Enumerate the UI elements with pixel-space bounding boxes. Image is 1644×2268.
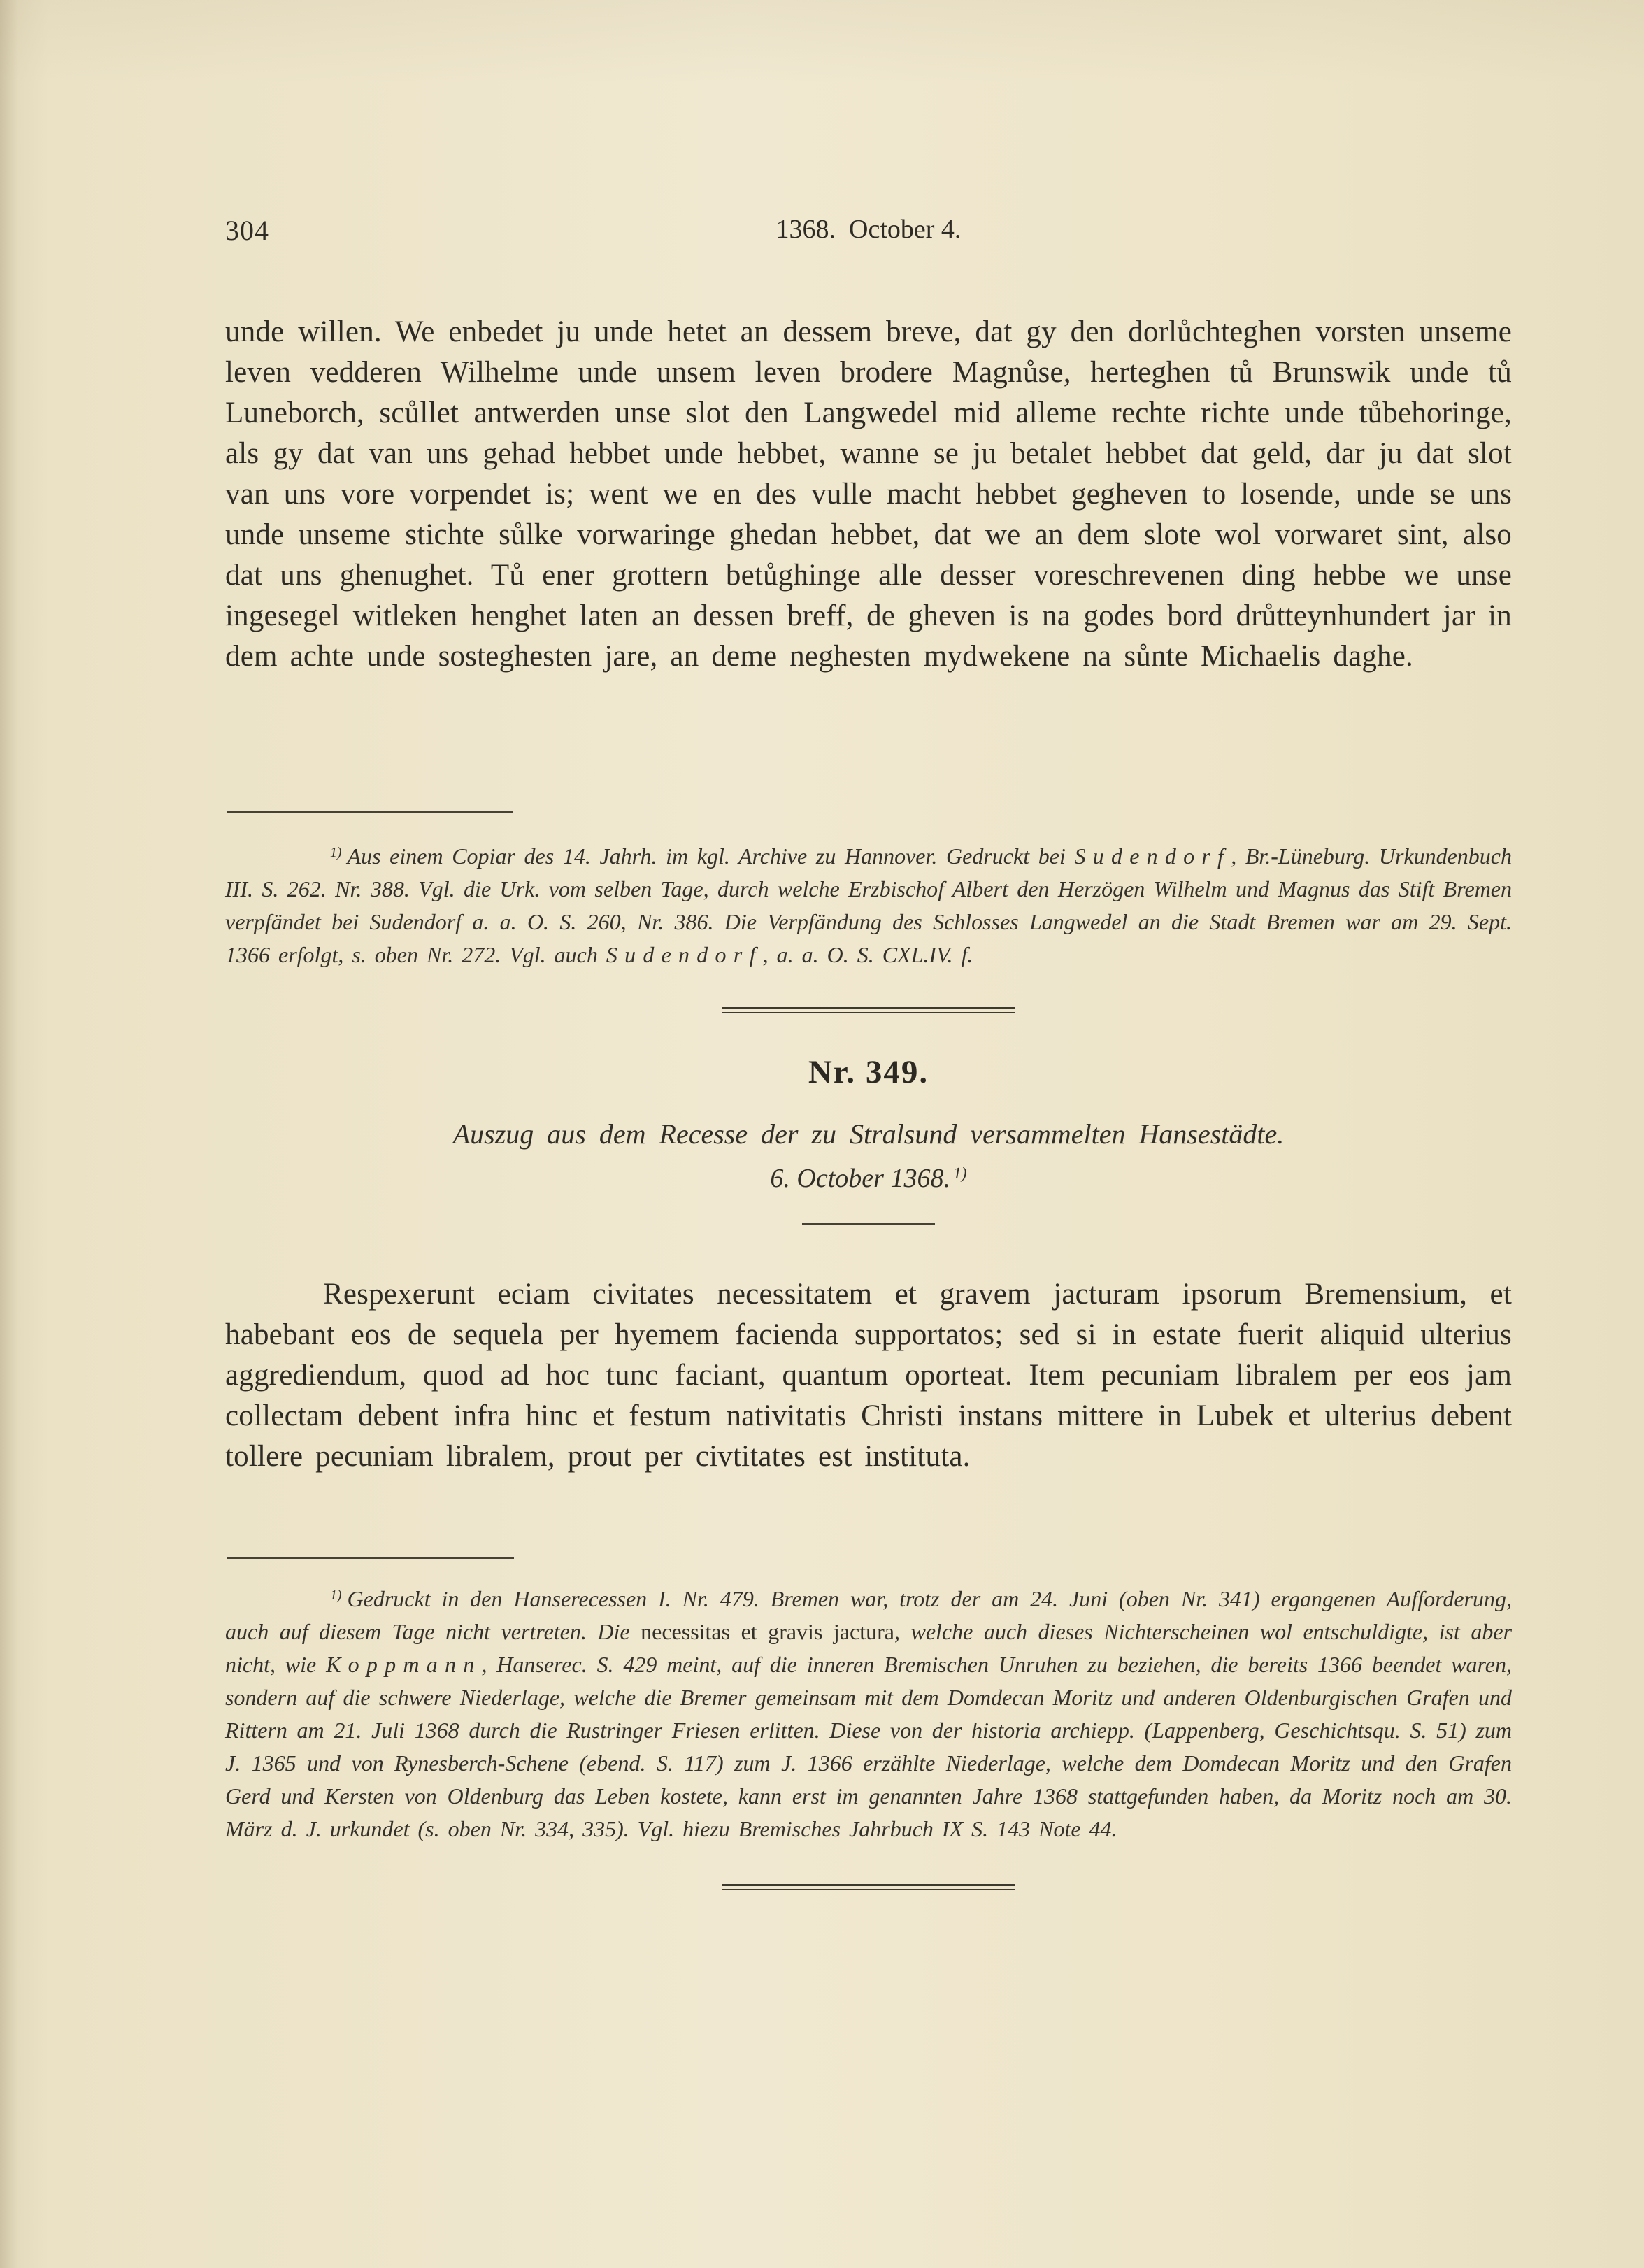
footnote-text: Aus einem Copiar des 14. Jahrh. im kgl. Archive zu Hannover. Gedruckt bei Sudendorf, Br.-Lüneburg. Urkundenbuch III. S. 262. Nr. 388. Vgl. die Urk. vom selben Tage, durch welche Erzbischof Albert den Herzögen Wilhelm und Magnus das Stift Bremen verpfändet bei Sudendorf a. a. O. S. 260, Nr. 386. Die Verpfändung des Schlosses Langwedel an die Stadt Bremen war am 29. Sept. 1366 erfolgt, s. oben Nr. 272. Vgl. auch Sudendorf, a. a. O. S. CXL.IV. f. (225, 843, 1513, 967)
section-divider (722, 1007, 1015, 1013)
footnote-marker: 1) (330, 845, 342, 860)
heading-separator-rule (802, 1223, 935, 1225)
page-number: 304 (225, 215, 269, 246)
footnote-2 (225, 1579, 1512, 1846)
footnote-text: Gedruckt in den Hanserecessen I. Nr. 479. Bremen war, trotz der am 24. Juni (oben Nr. 341) ergangenen Aufforderung, auch auf diesem Tage nicht vertreten. Die necessitas et gravis jactura, welche auch dieses Nichterscheinen wol entschuldigte, ist aber nicht, wie Koppmann, Hanserec. S. 429 meint, auf die inneren Bremischen Unruhen zu beziehen, die bereits 1366 beendet waren, sondern auf die schwere Niederlage, welche die Bremer gemeinsam mit dem Domdecan Moritz und anderen Oldenburgischen Grafen und Rittern am 21. Juli 1368 durch die Rustringer Friesen erlitten. Diese von der historia archiepp. (Lappenberg, Geschichtsqu. S. 51) zum J. 1365 und von Rynesberch-Schene (ebend. S. 117) zum J. 1366 erzählte Niederlage, welche dem Domdecan Moritz und den Grafen Gerd und Kersten von Oldenburg das Leben kostete, kann erst im genannten Jahre 1368 stattgefunden haben, da Moritz noch am 30. März d. J. urkundet (s. oben Nr. 334, 335). Vgl. hiezu Bremisches Jahrbuch IX S. 143 Note 44. (225, 1585, 1513, 1841)
latin-paragraph: Respexerunt eciam civitates necessitatem et gravem jacturam ipsorum Bremensium, et habebant eos de sequela per hyemem facienda supportatos; sed si in estate fuerit aliquid ulterius aggrediendum, quod ad hoc tunc faciant, quantum oporteat. Item pecuniam libralem per eos jam collectam debent infra hinc et festum nativitatis Christi instans mittere in Lubek et ulterius debent tollere pecuniam libralem, prout per civtitates est instituta. (225, 1278, 1512, 1473)
date-footnote-marker: 1) (952, 1164, 967, 1183)
entry-date-text: 6. October 1368. (770, 1164, 950, 1193)
entry-subtitle: Auszug aus dem Recesse der zu Stralsund versammelten Hansestädte. (452, 1118, 1285, 1150)
footnote-separator-rule (227, 811, 513, 813)
page-end-divider (722, 1884, 1015, 1890)
footnote-marker: 1) (330, 1588, 342, 1603)
entry-date-line (225, 1163, 1512, 1194)
main-paragraph: unde willen. We enbedet ju unde hetet an dessem breve, dat gy den dorlůchteghen vorsten unseme leven vedderen Wilhelme unde unsem leven brodere Magnůse, herteghen tů Brunswik unde tů Luneborch, scůllet antwerden unse slot den Langwedel mid alleme rechte richte unde tůbehoringe, als gy dat van uns gehad hebbet unde hebbet, wanne se ju betalet hebbet dat geld, dar ju dat slot van uns vore vorpendet is; went we en des vulle macht hebbet gegheven to losende, unde se uns unde unseme stichte sůlke vorwaringe ghedan hebbet, dat we an dem slote wol vorwaret sint, also dat uns ghenughet. Tů ener grottern betůghinge alle desser voreschrevenen ding hebbe we unse ingesegel witleken henghet laten an dessen breff, de gheven is na godes bord drůtteynhundert jar in dem achte unde sosteghesten jare, an deme neghesten mydwekene na sůnte Michaelis daghe. (225, 315, 1512, 673)
footnote-1 (225, 836, 1512, 971)
footnote-separator-rule (227, 1557, 514, 1559)
running-title: 1368. October 4. (775, 215, 962, 244)
entry-number-heading: Nr. 349. (808, 1054, 929, 1090)
